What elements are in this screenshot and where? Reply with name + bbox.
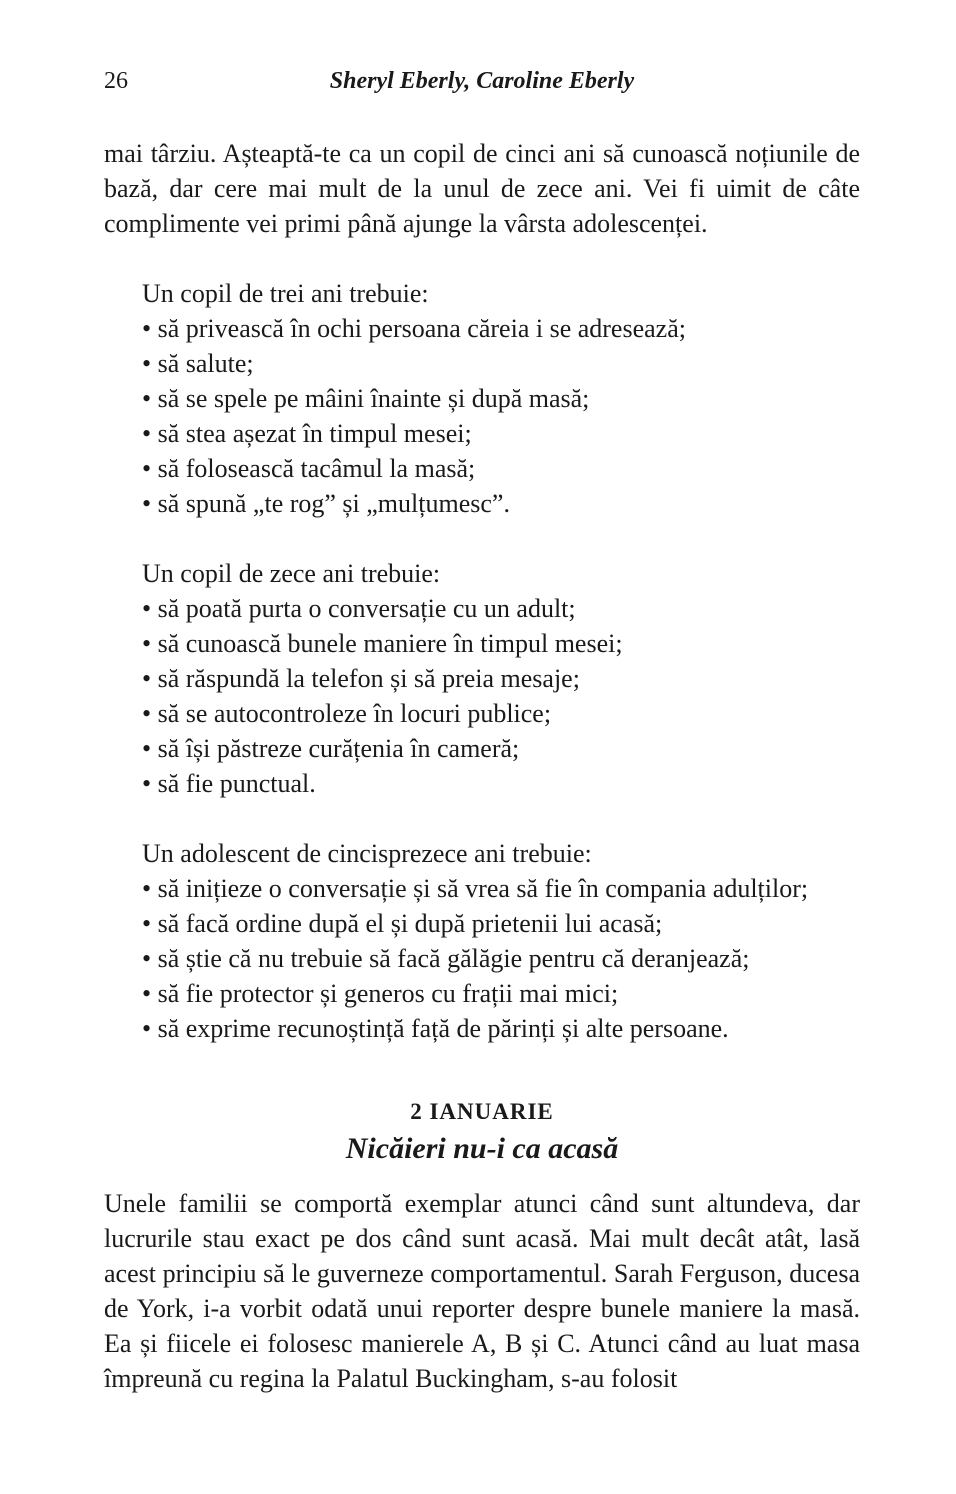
list-lead: Un adolescent de cincisprezece ani trebuie:	[142, 839, 592, 868]
list-item: • să exprime recunoștință față de părinți și alte persoane.	[142, 1011, 860, 1046]
list-item: • să își păstreze curățenia în cameră;	[142, 731, 860, 766]
section-title: Nicăieri nu-i ca acasă	[345, 1132, 619, 1165]
page-number: 26	[104, 68, 128, 94]
section-date: 2 IANUARIE	[410, 1099, 554, 1124]
page-header	[104, 68, 860, 100]
list-lead: Un copil de trei ani trebuie:	[142, 279, 429, 308]
list-item: • să facă ordine după el și după prietenii lui acasă;	[142, 906, 860, 941]
list-item: • să știe că nu trebuie să facă gălăgie pentru că deranjează;	[142, 941, 860, 976]
intro-paragraph: mai târziu. Așteaptă-te ca un copil de cinci ani să cunoască noțiunile de bază, dar cere mai mult de la unul de zece ani. Vei fi uimit de câte complimente vei primi până ajunge la vârsta adolescenței.	[104, 139, 860, 238]
list-item: • să salute;	[142, 346, 860, 381]
list-item: • să fie punctual.	[142, 766, 860, 801]
list-item: • să se spele pe mâini înainte și după masă;	[142, 381, 860, 416]
bullet-list	[142, 591, 860, 801]
list-item: • să stea așezat în timpul mesei;	[142, 416, 860, 451]
list-ten-year-old	[142, 556, 860, 801]
bullet-list	[142, 311, 860, 521]
list-teenager	[142, 836, 860, 1046]
list-three-year-old	[142, 276, 860, 521]
list-item: • să poată purta o conversație cu un adult;	[142, 591, 860, 626]
list-item: • să folosească tacâmul la masă;	[142, 451, 860, 486]
list-item: • să răspundă la telefon și să preia mesaje;	[142, 661, 860, 696]
section-paragraph: Unele familii se comportă exemplar atunci când sunt altundeva, dar lucrurile stau exact pe dos când sunt acasă. Mai mult decât atât, lasă acest principiu să le guverneze comportamentul. Sarah Ferguson, ducesa de York, i-a vorbit odată unui reporter despre bunele maniere la masă. Ea și fiicele ei folosesc manierele A, B și C. Atunci când au luat masa împreună cu regina la Palatul Buckingham, s-au folosit	[104, 1189, 860, 1393]
list-lead: Un copil de zece ani trebuie:	[142, 559, 441, 588]
list-item: • să cunoască bunele maniere în timpul mesei;	[142, 626, 860, 661]
list-item: • să privească în ochi persoana căreia i se adresează;	[142, 311, 860, 346]
section-heading	[104, 1096, 860, 1170]
list-item: • să inițieze o conversație și să vrea să fie în compania adulților;	[142, 871, 860, 906]
running-title: Sheryl Eberly, Caroline Eberly	[329, 68, 635, 94]
list-item: • să se autocontroleze în locuri publice;	[142, 696, 860, 731]
bullet-list	[142, 871, 860, 1046]
list-item: • să spună „te rog” și „mulțumesc”.	[142, 486, 860, 521]
list-item: • să fie protector și generos cu frații mai mici;	[142, 976, 860, 1011]
